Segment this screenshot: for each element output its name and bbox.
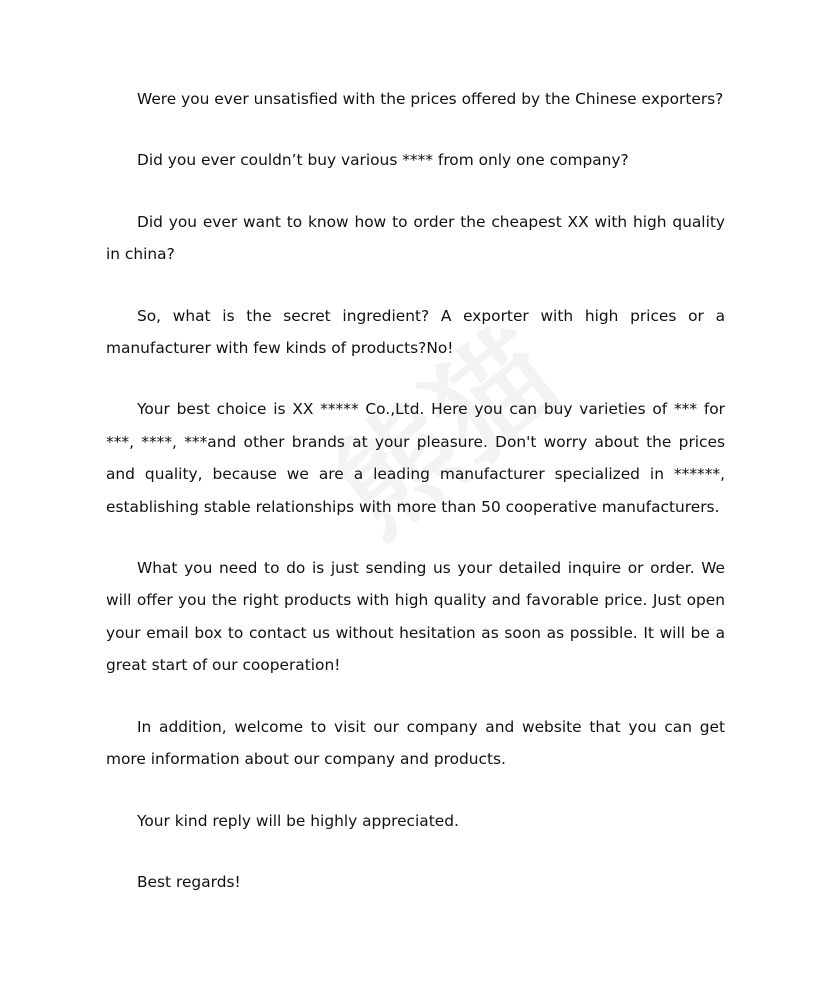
- paragraph-secret-ingredient: So, what is the secret ingredient? A exporter with high prices or a manufacturer with few kinds of products?No!: [106, 306, 725, 358]
- paragraph-best-choice: Your best choice is XX ***** Co.,Ltd. Here you can buy varieties of *** for ***, ****, ***and other brands at your pleasure. Don't worry about the prices and quality, because we are a leading manufacturer specialized in ******, establishing stable relationships with more than 50 cooperative manufacturers.: [106, 400, 725, 516]
- paragraph-closing-reply: Your kind reply will be highly appreciated.: [137, 811, 459, 830]
- paragraph-invitation: In addition, welcome to visit our company and website that you can get more information about our company and products.: [106, 717, 725, 769]
- paragraph-intro-question-variety: Did you ever couldn’t buy various **** from only one company?: [137, 151, 629, 170]
- paragraph-sign-off: Best regards!: [137, 872, 241, 891]
- letter-body: [106, 83, 725, 927]
- paragraph-intro-question-cheapest: Did you ever want to know how to order the cheapest XX with high quality in china?: [106, 212, 725, 264]
- paragraph-intro-question-prices: Were you ever unsatisfied with the prices offered by the Chinese exporters?: [137, 90, 724, 108]
- paragraph-call-to-action: What you need to do is just sending us your detailed inquire or order. We will offer you the right products with high quality and favorable price. Just open your email box to contact us without hesitation as soon as possible. It will be a great start of our cooperation!: [106, 559, 725, 675]
